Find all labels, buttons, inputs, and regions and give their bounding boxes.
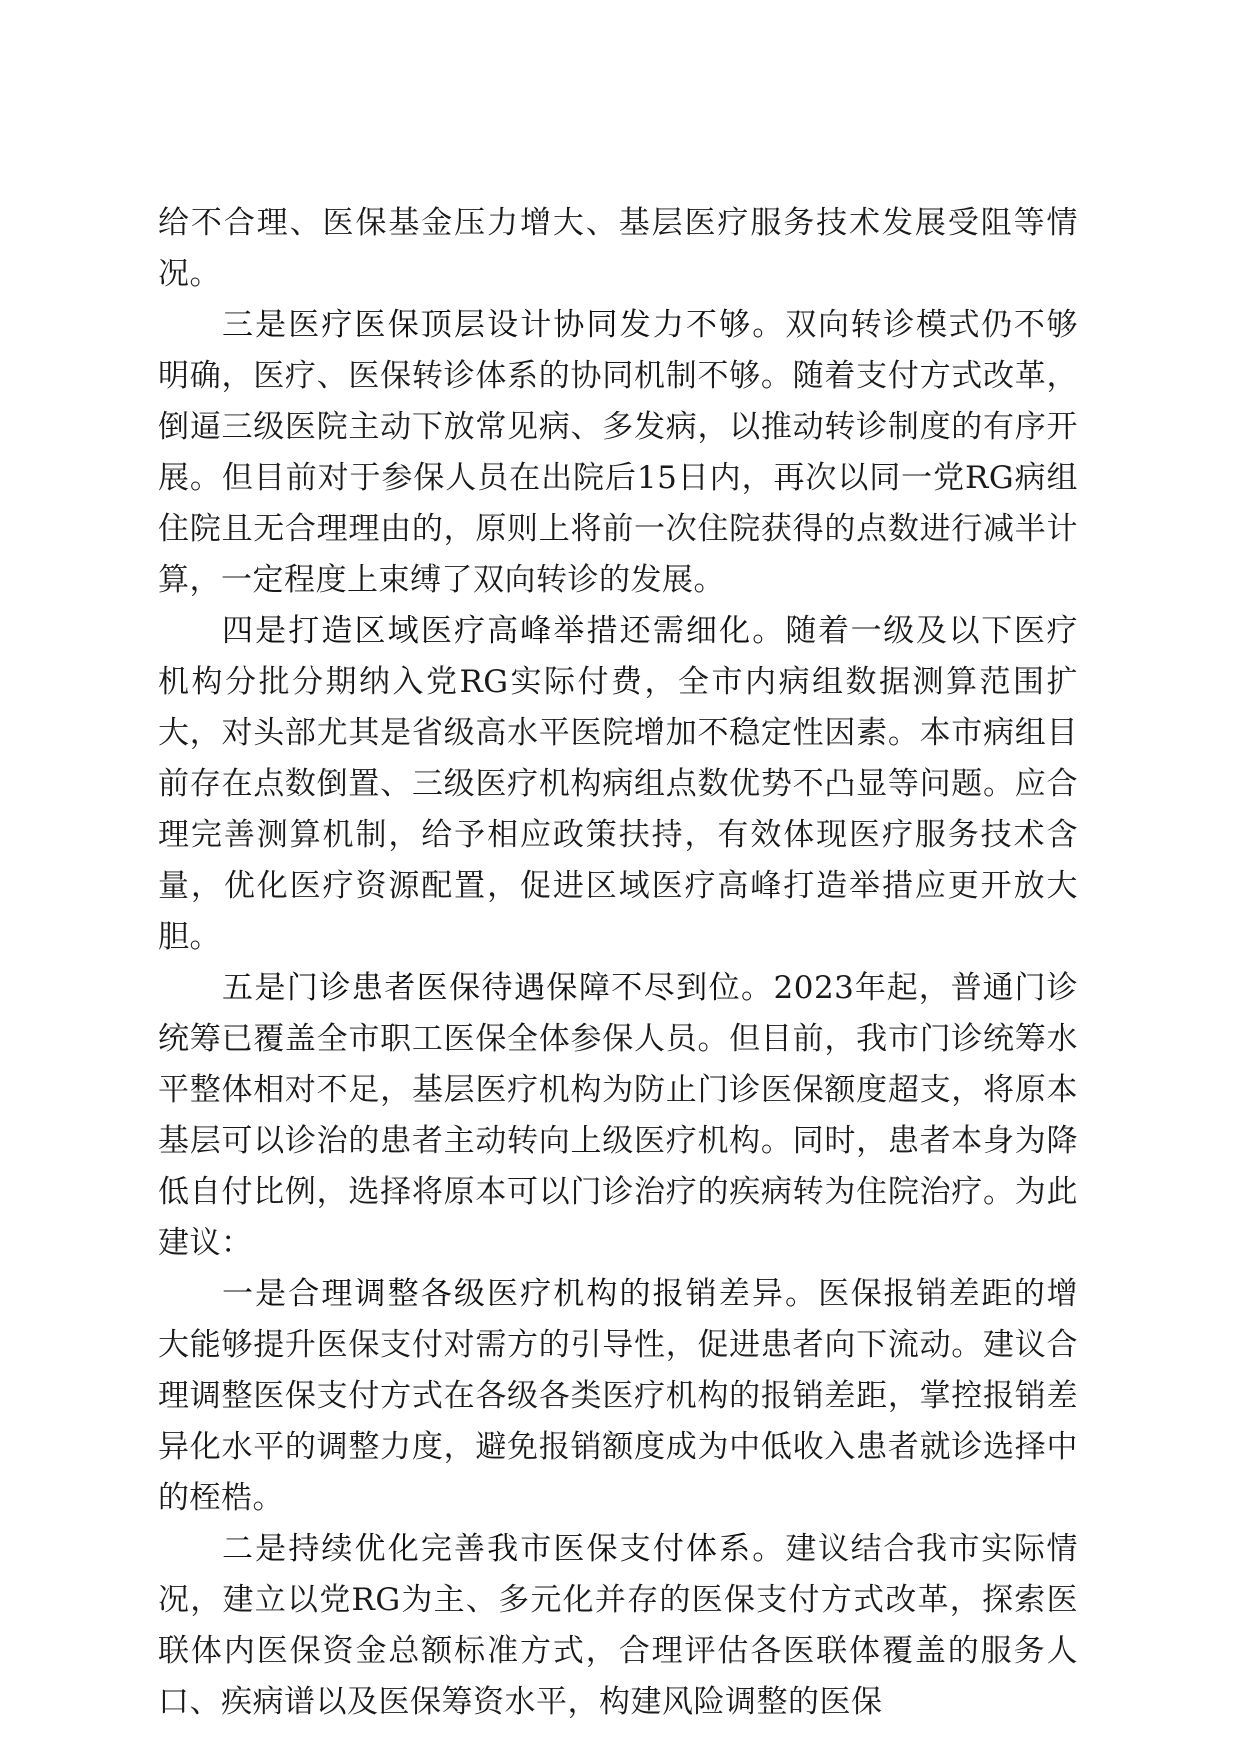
paragraph-lead-heading: 二是持续优化完善我市医保支付体系。 [222,1531,786,1567]
paragraph-text: 给不合理、医保基金压力增大、基层医疗服务技术发展受阻等情况。 [158,205,1078,292]
paragraph-lead-heading: 四是打造区域医疗高峰举措还需细化。 [222,613,786,649]
paragraph-text: 医保报销差距的增大能够提升医保支付对需方的引导性，促进患者向下流动。建议合理调整医保支付方式在各级各类医疗机构的报销差距，掌控报销差异化水平的调整力度，避免报销额度成为中低收入患者就诊选择中的桎梏。 [158,1276,1079,1516]
document-body [158,198,1078,1728]
paragraph-continuation [158,198,1078,300]
paragraph-suggestion-two [158,1524,1078,1728]
paragraph-text: 建议结合我市实际情况，建立以党RG为主、多元化并存的医保支付方式改革，探索医联体内医保资金总额标准方式，合理评估各医联体覆盖的服务人口、疾病谱以及医保筹资水平，构建风险调整的医保 [158,1531,1079,1720]
paragraph-suggestion-one [158,1269,1078,1524]
paragraph-point-five [158,963,1078,1269]
paragraph-lead-heading: 五是门诊患者医保待遇保障不尽到位。 [222,970,774,1006]
paragraph-lead-heading: 一是合理调整各级医疗机构的报销差异。 [222,1276,819,1312]
paragraph-text: 2023年起，普通门诊统筹已覆盖全市职工医保全体参保人员。但目前，我市门诊统筹水平整体相对不足，基层医疗机构为防止门诊医保额度超支，将原本基层可以诊治的患者主动转向上级医疗机构。同时，患者本身为降低自付比例，选择将原本可以门诊治疗的疾病转为住院治疗。为此建议： [158,970,1078,1261]
paragraph-lead-heading: 三是医疗医保顶层设计协同发力不够。 [222,307,786,343]
paragraph-point-three [158,300,1078,606]
paragraph-text: 随着一级及以下医疗机构分批分期纳入党RG实际付费，全市内病组数据测算范围扩大，对头部尤其是省级高水平医院增加不稳定性因素。本市病组目前存在点数倒置、三级医疗机构病组点数优势不凸显等问题。应合理完善测算机制，给予相应政策扶持，有效体现医疗服务技术含量，优化医疗资源配置，促进区域医疗高峰打造举措应更开放大胆。 [158,613,1079,955]
paragraph-text: 双向转诊模式仍不够明确，医疗、医保转诊体系的协同机制不够。随着支付方式改革，倒逼三级医院主动下放常见病、多发病，以推动转诊制度的有序开展。但目前对于参保人员在出院后15日内，再次以同一党RG病组住院且无合理理由的，原则上将前一次住院获得的点数进行减半计算，一定程度上束缚了双向转诊的发展。 [158,307,1079,598]
paragraph-point-four [158,606,1078,963]
